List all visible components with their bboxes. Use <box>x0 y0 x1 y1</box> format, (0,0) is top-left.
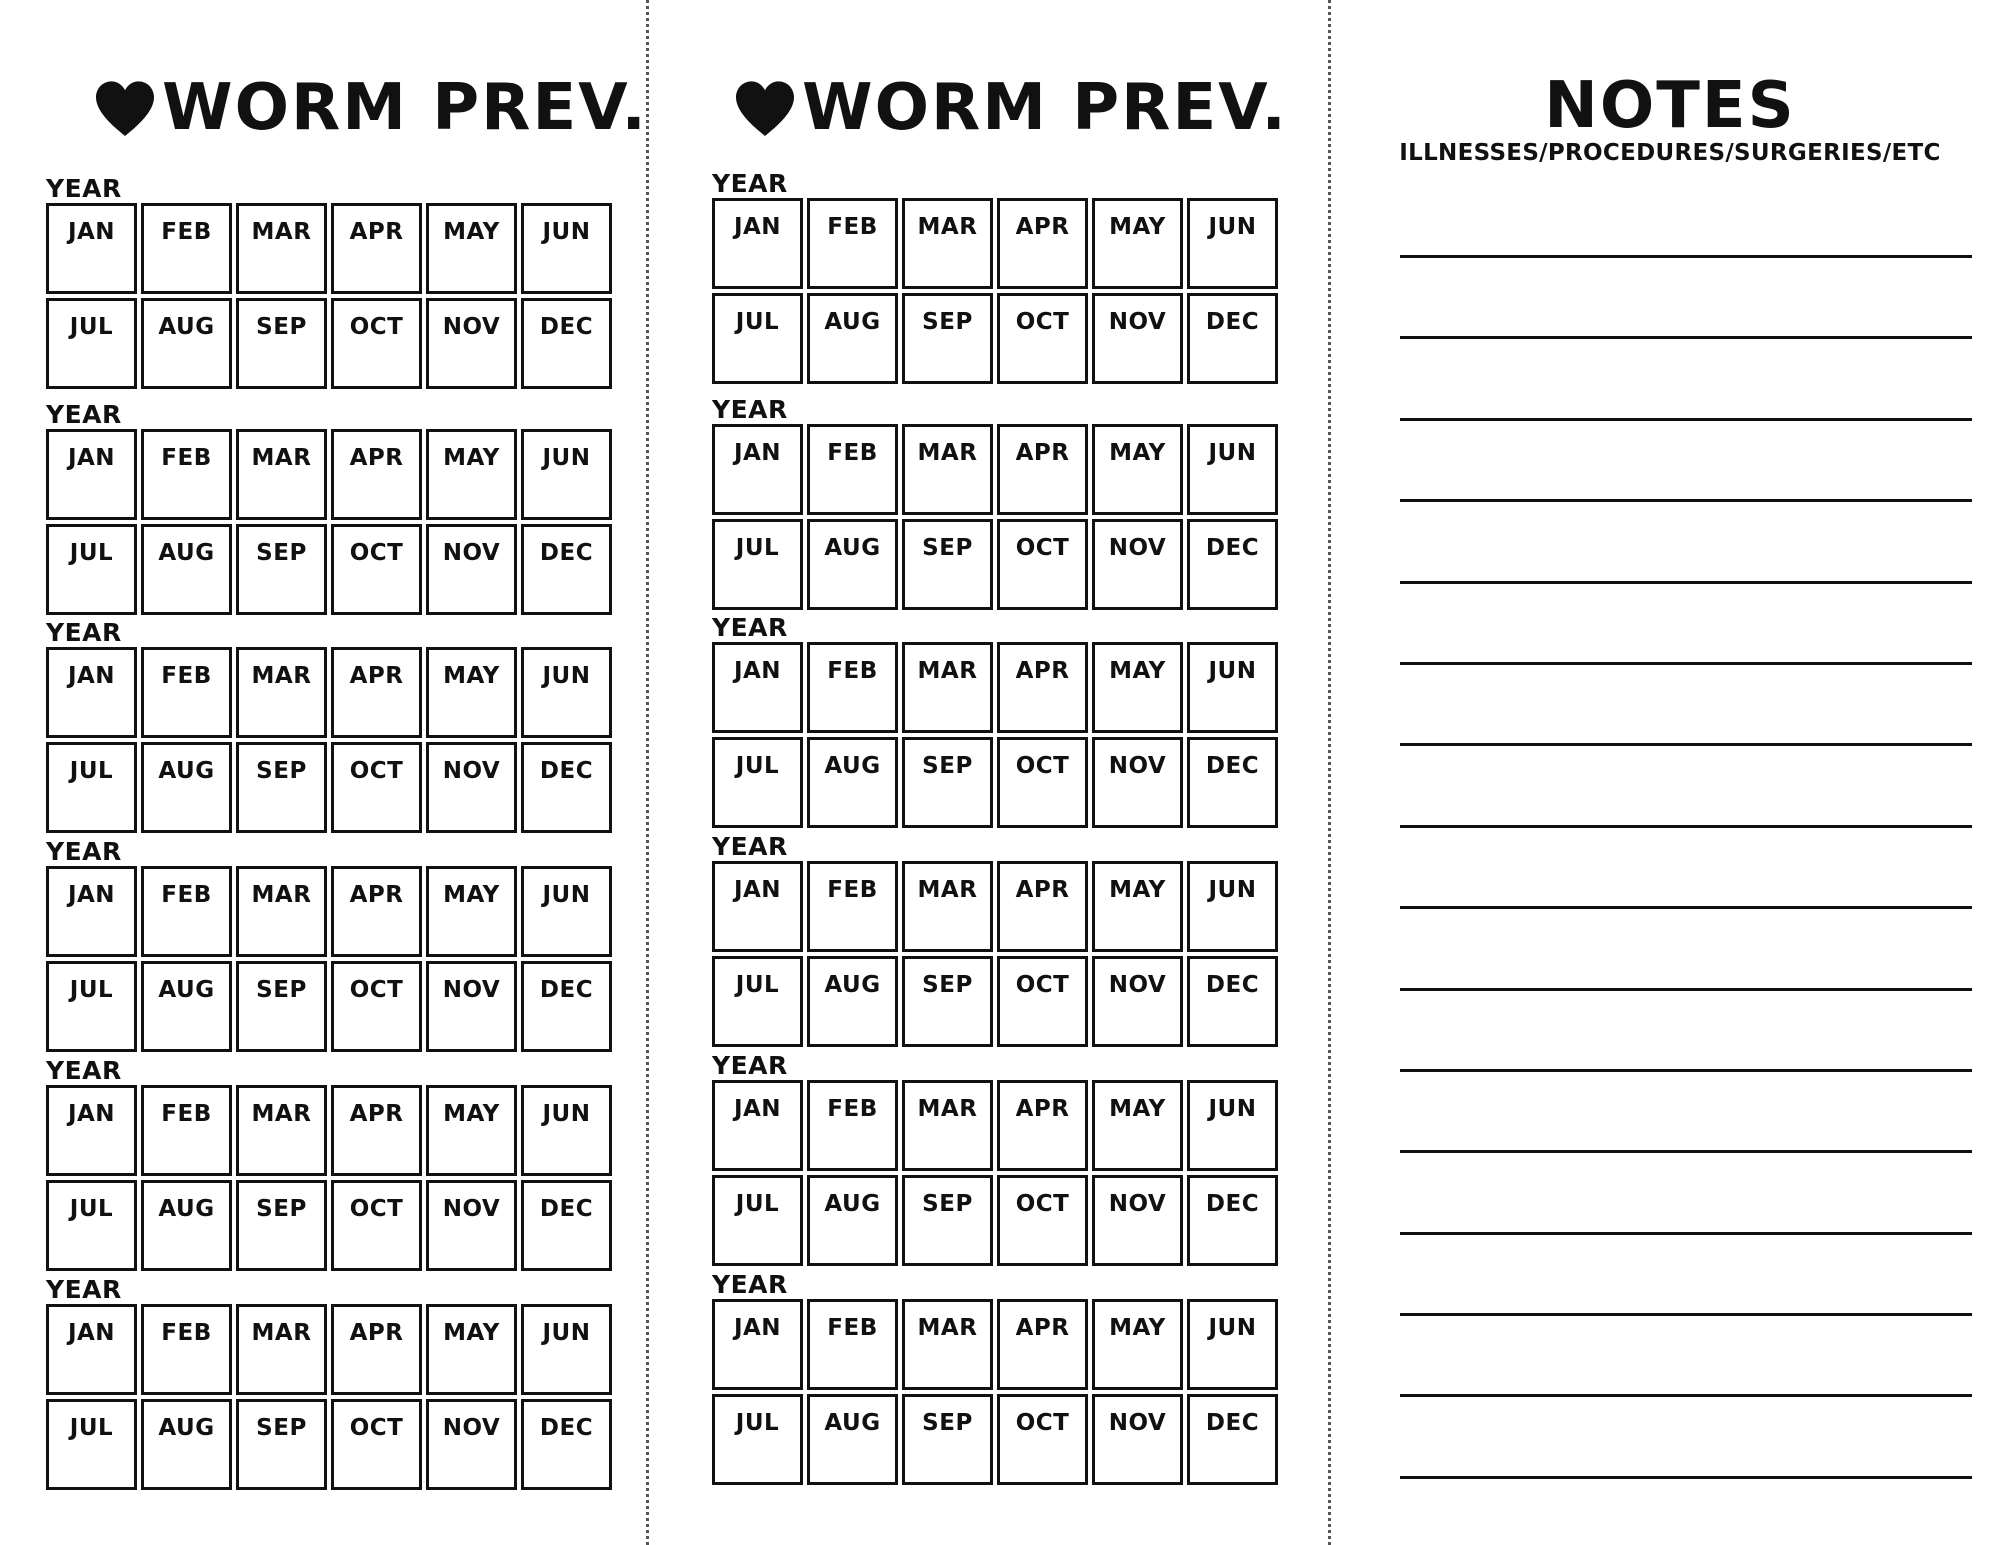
month-cell[interactable]: JAN <box>712 1080 803 1171</box>
month-cell[interactable]: APR <box>331 1304 422 1395</box>
month-cell[interactable]: JAN <box>712 198 803 289</box>
month-grid <box>46 429 612 615</box>
month-cell[interactable]: AUG <box>807 1175 898 1266</box>
panel-title-text: WORM PREV. <box>802 71 1288 145</box>
year-label: YEAR <box>46 400 122 429</box>
panel-divider <box>646 0 649 1545</box>
month-cell[interactable]: MAR <box>902 1299 993 1390</box>
year-label: YEAR <box>46 174 122 203</box>
year-label: YEAR <box>712 395 788 424</box>
month-cell[interactable]: JAN <box>46 429 137 520</box>
month-cell[interactable]: AUG <box>141 1399 232 1490</box>
month-cell[interactable]: MAY <box>1092 861 1183 952</box>
month-cell[interactable]: MAR <box>902 861 993 952</box>
month-cell[interactable]: JAN <box>46 1304 137 1395</box>
month-cell[interactable]: JUN <box>1187 861 1278 952</box>
month-cell[interactable]: FEB <box>807 1299 898 1390</box>
month-cell[interactable]: MAY <box>426 1304 517 1395</box>
month-cell[interactable]: AUG <box>141 298 232 389</box>
month-cell[interactable]: NOV <box>426 298 517 389</box>
month-cell[interactable]: JUN <box>1187 198 1278 289</box>
month-cell[interactable]: MAY <box>426 429 517 520</box>
note-line[interactable] <box>1400 418 1972 421</box>
month-cell[interactable]: OCT <box>997 956 1088 1047</box>
panel-divider <box>1328 0 1331 1545</box>
month-cell[interactable]: JUN <box>521 647 612 738</box>
month-grid <box>712 1299 1278 1485</box>
month-cell[interactable]: JUN <box>1187 1080 1278 1171</box>
month-cell[interactable]: DEC <box>1187 737 1278 828</box>
month-cell[interactable]: AUG <box>141 524 232 615</box>
year-label: YEAR <box>712 613 788 642</box>
month-cell[interactable]: MAR <box>236 1085 327 1176</box>
month-cell[interactable]: FEB <box>141 866 232 957</box>
month-cell[interactable]: DEC <box>1187 1394 1278 1485</box>
month-cell[interactable]: APR <box>331 1085 422 1176</box>
month-cell[interactable]: OCT <box>331 298 422 389</box>
note-line[interactable] <box>1400 1069 1972 1072</box>
month-cell[interactable]: NOV <box>1092 956 1183 1047</box>
month-cell[interactable]: JUN <box>1187 1299 1278 1390</box>
note-line[interactable] <box>1400 1150 1972 1153</box>
month-cell[interactable]: APR <box>997 1080 1088 1171</box>
month-cell[interactable]: FEB <box>807 642 898 733</box>
month-cell[interactable]: DEC <box>521 298 612 389</box>
month-cell[interactable]: JAN <box>46 203 137 294</box>
month-cell[interactable]: JUL <box>46 1399 137 1490</box>
year-label: YEAR <box>46 837 122 866</box>
month-cell[interactable]: MAY <box>1092 198 1183 289</box>
month-cell[interactable]: DEC <box>521 1180 612 1271</box>
month-grid <box>46 1085 612 1271</box>
month-cell[interactable]: FEB <box>807 424 898 515</box>
month-cell[interactable]: NOV <box>426 1399 517 1490</box>
year-label: YEAR <box>712 832 788 861</box>
month-cell[interactable]: MAY <box>426 1085 517 1176</box>
month-cell[interactable]: OCT <box>997 1394 1088 1485</box>
year-label: YEAR <box>46 618 122 647</box>
month-cell[interactable]: JUL <box>46 298 137 389</box>
month-cell[interactable]: AUG <box>807 1394 898 1485</box>
month-cell[interactable]: FEB <box>141 429 232 520</box>
month-cell[interactable]: MAY <box>426 647 517 738</box>
month-cell[interactable]: NOV <box>426 742 517 833</box>
month-cell[interactable]: MAY <box>1092 1299 1183 1390</box>
month-cell[interactable]: NOV <box>1092 737 1183 828</box>
month-cell[interactable]: JAN <box>712 642 803 733</box>
note-line[interactable] <box>1400 336 1972 339</box>
month-grid <box>712 198 1278 384</box>
month-cell[interactable]: MAY <box>426 203 517 294</box>
month-cell[interactable]: FEB <box>141 647 232 738</box>
month-cell[interactable]: SEP <box>902 519 993 610</box>
note-line[interactable] <box>1400 255 1972 258</box>
month-cell[interactable]: DEC <box>1187 1175 1278 1266</box>
month-cell[interactable]: OCT <box>331 524 422 615</box>
month-cell[interactable]: MAR <box>236 866 327 957</box>
month-cell[interactable]: SEP <box>236 742 327 833</box>
note-line[interactable] <box>1400 825 1972 828</box>
month-cell[interactable]: AUG <box>141 742 232 833</box>
month-cell[interactable]: JUL <box>712 737 803 828</box>
month-cell[interactable]: NOV <box>1092 1175 1183 1266</box>
panel-title <box>92 68 648 148</box>
month-cell[interactable]: MAY <box>1092 1080 1183 1171</box>
month-cell[interactable]: JUL <box>46 524 137 615</box>
month-cell[interactable]: APR <box>331 866 422 957</box>
month-cell[interactable]: APR <box>331 647 422 738</box>
month-cell[interactable]: JAN <box>712 424 803 515</box>
month-cell[interactable]: SEP <box>902 737 993 828</box>
month-cell[interactable]: JUN <box>521 429 612 520</box>
note-line[interactable] <box>1400 1394 1972 1397</box>
month-cell[interactable]: JUL <box>712 1175 803 1266</box>
month-cell[interactable]: DEC <box>1187 519 1278 610</box>
notes-subtitle: ILLNESSES/PROCEDURES/SURGERIES/ETC <box>1399 140 1941 166</box>
month-grid <box>46 866 612 1052</box>
month-cell[interactable]: AUG <box>141 961 232 1052</box>
month-cell[interactable]: JUL <box>712 956 803 1047</box>
panel-title <box>732 68 1288 148</box>
month-cell[interactable]: NOV <box>1092 1394 1183 1485</box>
month-cell[interactable]: SEP <box>236 524 327 615</box>
month-cell[interactable]: SEP <box>902 1394 993 1485</box>
notes-panel <box>1340 0 2000 1545</box>
month-cell[interactable]: APR <box>997 1299 1088 1390</box>
year-label: YEAR <box>712 1051 788 1080</box>
month-cell[interactable]: FEB <box>141 203 232 294</box>
month-cell[interactable]: APR <box>997 198 1088 289</box>
note-line[interactable] <box>1400 1313 1972 1316</box>
month-cell[interactable]: AUG <box>807 737 898 828</box>
month-cell[interactable]: SEP <box>236 1399 327 1490</box>
month-cell[interactable]: OCT <box>997 737 1088 828</box>
month-cell[interactable]: NOV <box>426 1180 517 1271</box>
month-cell[interactable]: JUL <box>712 1394 803 1485</box>
month-cell[interactable]: AUG <box>807 293 898 384</box>
heart-icon <box>92 79 158 137</box>
month-cell[interactable]: JAN <box>46 647 137 738</box>
month-cell[interactable]: DEC <box>521 524 612 615</box>
month-cell[interactable]: JAN <box>712 1299 803 1390</box>
month-cell[interactable]: MAR <box>902 424 993 515</box>
month-cell[interactable]: APR <box>997 861 1088 952</box>
month-cell[interactable]: MAR <box>902 1080 993 1171</box>
month-cell[interactable]: JUL <box>712 519 803 610</box>
month-grid <box>46 647 612 833</box>
month-cell[interactable]: MAR <box>236 1304 327 1395</box>
month-cell[interactable]: NOV <box>1092 293 1183 384</box>
month-cell[interactable]: AUG <box>807 956 898 1047</box>
month-cell[interactable]: JUN <box>521 203 612 294</box>
month-cell[interactable]: JAN <box>712 861 803 952</box>
month-cell[interactable]: OCT <box>997 519 1088 610</box>
month-cell[interactable]: SEP <box>902 1175 993 1266</box>
month-cell[interactable]: MAY <box>426 866 517 957</box>
note-line[interactable] <box>1400 906 1972 909</box>
month-grid <box>712 861 1278 1047</box>
month-cell[interactable]: MAR <box>236 647 327 738</box>
month-cell[interactable]: FEB <box>141 1085 232 1176</box>
panel-title-text: WORM PREV. <box>162 71 648 145</box>
worm-prevention-panel-middle <box>660 0 1320 1545</box>
note-line[interactable] <box>1400 662 1972 665</box>
month-cell[interactable]: NOV <box>426 524 517 615</box>
month-cell[interactable]: JUN <box>521 1085 612 1176</box>
year-label: YEAR <box>46 1056 122 1085</box>
month-cell[interactable]: JUL <box>46 742 137 833</box>
heart-icon <box>732 79 798 137</box>
month-cell[interactable]: FEB <box>807 198 898 289</box>
month-cell[interactable]: JUN <box>521 1304 612 1395</box>
month-cell[interactable]: JUN <box>521 866 612 957</box>
year-label: YEAR <box>712 1270 788 1299</box>
month-cell[interactable]: DEC <box>1187 956 1278 1047</box>
month-cell[interactable]: MAR <box>236 429 327 520</box>
month-cell[interactable]: NOV <box>1092 519 1183 610</box>
month-cell[interactable]: MAR <box>902 198 993 289</box>
month-cell[interactable]: MAY <box>1092 424 1183 515</box>
note-line[interactable] <box>1400 743 1972 746</box>
month-cell[interactable]: JAN <box>46 866 137 957</box>
month-cell[interactable]: JUL <box>46 961 137 1052</box>
month-cell[interactable]: APR <box>997 424 1088 515</box>
month-grid <box>712 642 1278 828</box>
month-cell[interactable]: JUL <box>712 293 803 384</box>
month-cell[interactable]: SEP <box>902 956 993 1047</box>
month-cell[interactable]: AUG <box>807 519 898 610</box>
note-line[interactable] <box>1400 1232 1972 1235</box>
month-cell[interactable]: SEP <box>902 293 993 384</box>
month-cell[interactable]: SEP <box>236 961 327 1052</box>
month-cell[interactable]: DEC <box>521 742 612 833</box>
month-cell[interactable]: DEC <box>1187 293 1278 384</box>
worm-prevention-panel-left <box>0 0 648 1545</box>
month-cell[interactable]: JUL <box>46 1180 137 1271</box>
month-cell[interactable]: NOV <box>426 961 517 1052</box>
year-label: YEAR <box>712 169 788 198</box>
month-cell[interactable]: FEB <box>141 1304 232 1395</box>
month-cell[interactable]: SEP <box>236 298 327 389</box>
month-cell[interactable]: FEB <box>807 861 898 952</box>
note-line[interactable] <box>1400 988 1972 991</box>
month-cell[interactable]: OCT <box>331 742 422 833</box>
month-cell[interactable]: MAR <box>902 642 993 733</box>
month-cell[interactable]: APR <box>997 642 1088 733</box>
month-cell[interactable]: OCT <box>997 1175 1088 1266</box>
month-cell[interactable]: JAN <box>46 1085 137 1176</box>
month-cell[interactable]: APR <box>331 429 422 520</box>
month-cell[interactable]: MAR <box>236 203 327 294</box>
month-cell[interactable]: APR <box>331 203 422 294</box>
month-cell[interactable]: MAY <box>1092 642 1183 733</box>
month-grid <box>712 424 1278 610</box>
month-cell[interactable]: OCT <box>997 293 1088 384</box>
month-cell[interactable]: DEC <box>521 961 612 1052</box>
month-grid <box>46 203 612 389</box>
month-grid <box>46 1304 612 1490</box>
month-cell[interactable]: OCT <box>331 961 422 1052</box>
month-cell[interactable]: AUG <box>141 1180 232 1271</box>
month-cell[interactable]: JUN <box>1187 424 1278 515</box>
note-line[interactable] <box>1400 1476 1972 1479</box>
notes-title: NOTES <box>1544 69 1796 143</box>
month-cell[interactable]: JUN <box>1187 642 1278 733</box>
month-cell[interactable]: SEP <box>236 1180 327 1271</box>
month-cell[interactable]: OCT <box>331 1180 422 1271</box>
year-label: YEAR <box>46 1275 122 1304</box>
month-cell[interactable]: FEB <box>807 1080 898 1171</box>
month-cell[interactable]: DEC <box>521 1399 612 1490</box>
month-grid <box>712 1080 1278 1266</box>
month-cell[interactable]: OCT <box>331 1399 422 1490</box>
note-line[interactable] <box>1400 499 1972 502</box>
note-line[interactable] <box>1400 581 1972 584</box>
